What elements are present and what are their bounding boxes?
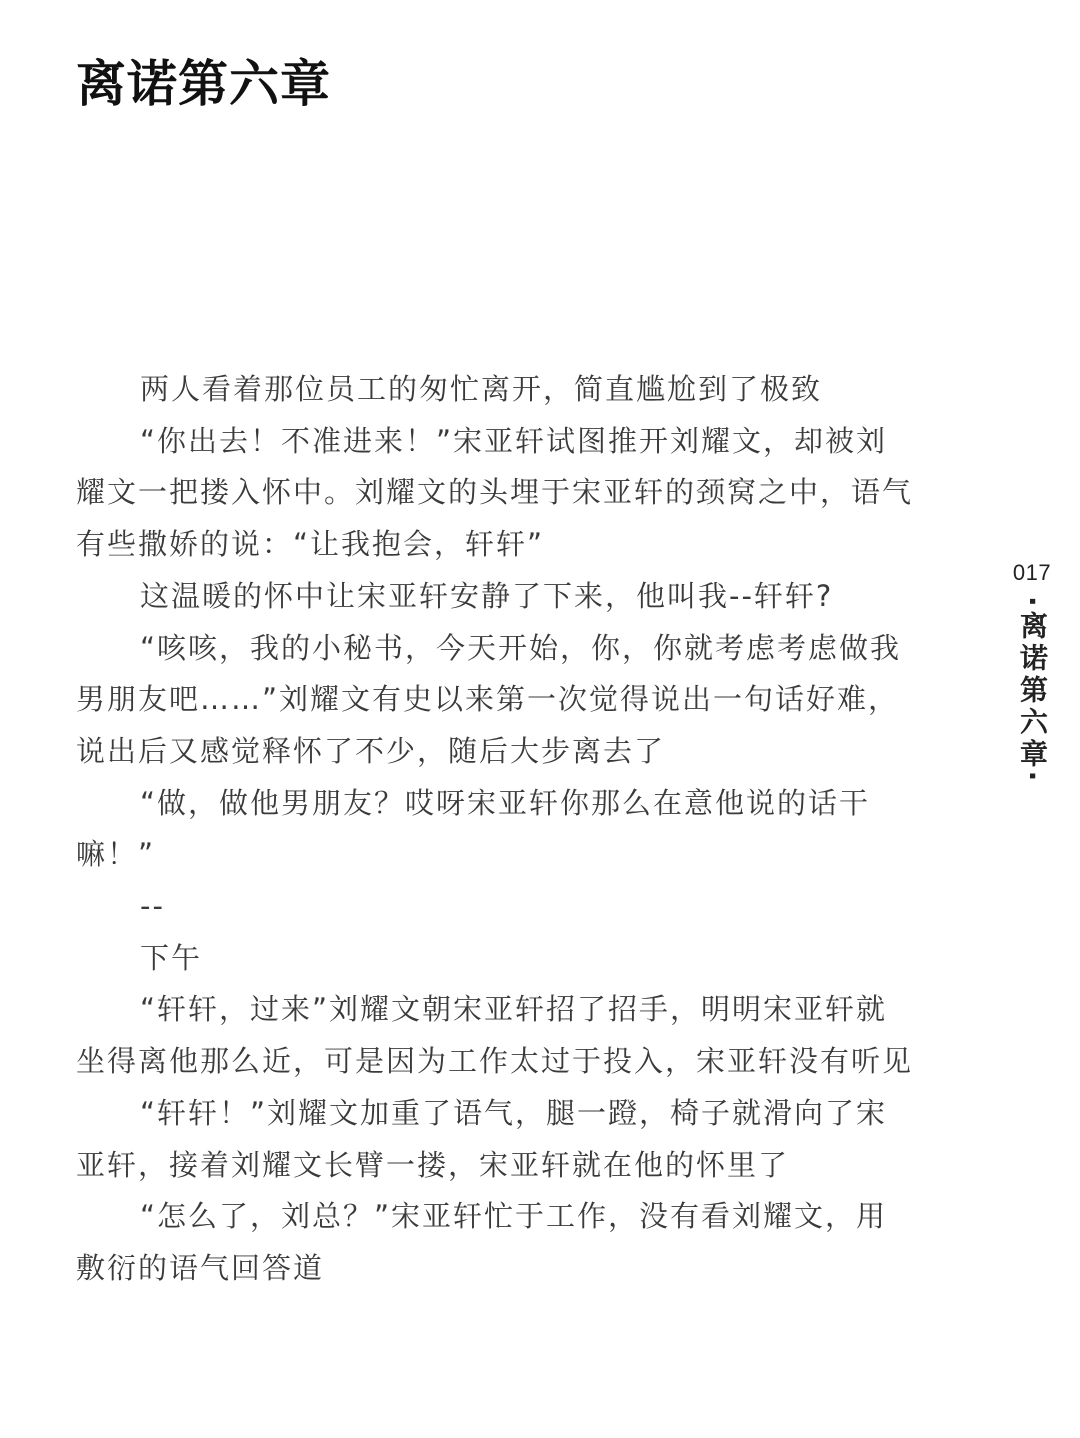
text-line: 耀文一把搂入怀中。刘耀文的头埋于宋亚轩的颈窝之中，语气 [76, 475, 914, 510]
running-chapter-title: ·离诺第六章· [1016, 596, 1049, 786]
text-line: 男朋友吧……”刘耀文有史以来第一次觉得说出一句话好难， [76, 682, 900, 717]
text-line: 坐得离他那么近，可是因为工作太过于投入，宋亚轩没有听见 [76, 1044, 914, 1079]
text-line: -- [140, 889, 165, 924]
text-line: “你出去！不准进来！”宋亚轩试图推开刘耀文，却被刘 [140, 423, 888, 458]
text-line: “轩轩！”刘耀文加重了语气，腿一蹬，椅子就滑向了宋 [140, 1095, 888, 1130]
text-line: “怎么了，刘总？”宋亚轩忙于工作，没有看刘耀文，用 [140, 1199, 888, 1234]
chapter-body [76, 364, 946, 1295]
text-line: 有些撒娇的说：“让我抱会，轩轩” [76, 527, 545, 562]
text-line: 敷衍的语气回答道 [76, 1250, 325, 1285]
side-margin [1012, 560, 1052, 785]
text-line: 嘛！” [76, 837, 156, 872]
page-number: 017 [1012, 560, 1052, 585]
page-title: 离诺第六章 [76, 55, 331, 113]
text-line: 说出后又感觉释怀了不少，随后大步离去了 [76, 733, 666, 768]
text-line: “做，做他男朋友？哎呀宋亚轩你那么在意他说的话干 [140, 785, 871, 820]
text-line: 两人看着那位员工的匆忙离开，简直尴尬到了极致 [140, 372, 823, 406]
text-line: “轩轩，过来”刘耀文朝宋亚轩招了招手，明明宋亚轩就 [140, 992, 888, 1027]
text-line: 下午 [140, 940, 203, 975]
text-line: 亚轩，接着刘耀文长臂一搂，宋亚轩就在他的怀里了 [76, 1147, 790, 1182]
text-line: 这温暖的怀中让宋亚轩安静了下来，他叫我--轩轩? [140, 578, 834, 613]
text-line: “咳咳，我的小秘书，今天开始，你，你就考虑考虑做我 [140, 630, 902, 665]
